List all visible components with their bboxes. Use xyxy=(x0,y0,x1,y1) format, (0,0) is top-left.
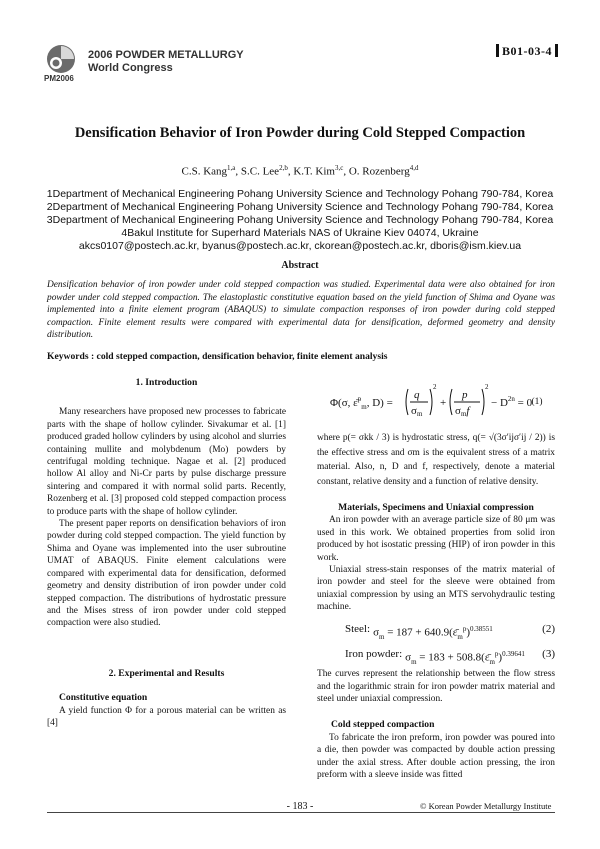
emails: akcs0107@postech.ac.kr, byanus@postech.ac.kr, ckorean@postech.ac.kr, dboris@ism.kiev.ua xyxy=(78,240,522,252)
materials-paragraph-3: The curves represent the relationship between the flow stress and the logarithmic strain for iron powder matrix material and steel under uniaxial compression. xyxy=(317,669,555,704)
constitutive-paragraph: A yield function Φ for a porous material can be written as [4] xyxy=(47,705,286,728)
pm2006-logo-icon xyxy=(46,44,76,74)
yield-function-equation xyxy=(330,379,530,425)
equation-1 xyxy=(317,378,555,426)
svg-text:− D2n = 0: − $D^{2n} = 0$ xyxy=(490,395,532,409)
equation-1-number: (1) xyxy=(531,396,543,407)
svg-text:σmf: σmf xyxy=(454,405,469,418)
equation-1-explanation: where p(= σkk / 3) is hydrostatic stress, q(= √(3σ′ijσ′ij / 2)) is the effective stress and σm is the equivalent stress of a matrix material. Also, n, D and f, respectively, denote a material constant, relative density and a function of relative density. xyxy=(317,433,555,487)
svg-text:σm: σm xyxy=(410,405,422,418)
abstract-text: Densification behavior of iron powder under cold stepped compaction was studied. Experimental data were also obtained for iron powder under cold stepped compaction. The elastoplastic constitutive equation based on the yield function of Shima and Oyane was implemented into a finite element program (ABAQUS) to simulate compaction responses of iron powder during cold stepped compaction. Finite element results were compared with experimental data for densification, deformed geometry and density distribution. xyxy=(47,280,555,341)
equation-3: Iron powder: $\sigma_m = 183$ + $508.8(\varepsilon̄_m^p)^{0.39641}$ (3) xyxy=(345,647,555,666)
paper-code: B01-03-4 xyxy=(493,44,561,59)
keywords: Keywords : cold stepped compaction, densification behavior, finite element analysis xyxy=(47,351,388,362)
materials-paragraph-2: Uniaxial stress-stain responses of the matrix material of iron powder and steel for the sleeve were obtained from uniaxial compression by using an MTS servohydraulic testing machine. xyxy=(317,565,555,613)
affiliation-3: 3Department of Mechanical Engineering Pohang University Science and Technology Pohang 790-784, Korea xyxy=(46,214,554,226)
svg-text:p: p xyxy=(461,389,468,401)
authors: C.S. Kang$^{1,a}$, S.C. Lee$^{2,b}$, K.T. Kim$^{3,c}$, O. Rozenberg$^{4,d}$ xyxy=(181,164,419,178)
copyright: © Korean Powder Metallurgy Institute xyxy=(420,801,552,811)
affiliations xyxy=(0,188,600,253)
section-heading-experimental: 2. Experimental and Results xyxy=(108,667,225,679)
svg-text:2: 2 xyxy=(484,383,489,391)
svg-text:+: + xyxy=(439,397,446,409)
section-heading-introduction: 1. Introduction xyxy=(135,377,198,388)
affiliation-4: 4Bakul Institute for Superhard Materials NAS of Ukraine Kiev 04074, Ukraine xyxy=(121,227,479,239)
subheading-constitutive: Constitutive equation xyxy=(59,692,148,704)
intro-paragraph-2: The present paper reports on densification behaviors of iron powder during cold stepped compaction. The yield function by Shima and Oyane was implemented into the user subroutine UMAT of ABAQUS. Finite element calculations were compared with experimental data for densification, deformed geometry and density distribution of iron powder under cold stepped compaction. The distributions of hydrostatic pressure and the Mises stress of iron powder under cold stepped compaction were also studied. xyxy=(47,519,286,629)
materials-paragraph-1: An iron powder with an average particle size of 80 μm was used in this work. We obtained properties from solid iron produced by hot isostatic pressing (HIP) of iron powder in this work. xyxy=(317,515,555,563)
affiliation-2: 2Department of Mechanical Engineering Pohang University Science and Technology Pohang 790-784, Korea xyxy=(46,201,554,213)
right-column xyxy=(317,378,555,781)
subheading-cold-stepped: Cold stepped compaction xyxy=(331,719,435,731)
abstract-heading: Abstract xyxy=(281,260,319,271)
cold-stepped-paragraph: To fabricate the iron preform, iron powder was poured into a die, then powder was compacted by double action pressing under the axial stress. After double action pressing, the iron preform with a sleeve inside was fitted xyxy=(317,732,555,780)
left-column xyxy=(47,377,286,729)
affiliation-1: 1Department of Mechanical Engineering Pohang University Science and Technology Pohang 790-784, Korea xyxy=(46,188,554,200)
svg-text:Φ(σ, ε̄pm, D) =: Φ(σ, ε̄$^p_m$, D) = xyxy=(329,395,393,411)
equation-2: Steel: $\sigma_m = 187$ + $640.9(\varepsilon̄_m^p)^{0.38551}$ (2) xyxy=(345,622,555,641)
subheading-materials: Materials, Specimens and Uniaxial compression xyxy=(338,502,534,513)
logo-text: PM2006 xyxy=(44,74,74,83)
intro-paragraph-1: Many researchers have proposed new processes to fabricate parts with the shape of hollow cylinder. Sivakumar et al. [1] produced graded hollow cylinders by using alcohol and slurries containing mullite and molybdenum (Mo) powders by centrifugal molding technique. Nagae et al. [2] produced hollow Al alloy and Ni-Cr parts by pulse discharge pressure sintering and compared it with normal solid parts. Recently, Rozenberg et al. [3] proposed cold stepped compaction process to produce parts with the shape of hollow cylinder. xyxy=(47,407,286,517)
svg-text:q: q xyxy=(413,389,420,401)
paper-title: Densification Behavior of Iron Powder during Cold Stepped Compaction xyxy=(74,125,526,141)
svg-text:2: 2 xyxy=(432,383,437,391)
conference-title: 2006 POWDER METALLURGY World Congress xyxy=(88,49,244,74)
footer-rule xyxy=(47,812,555,813)
page-number: - 183 - xyxy=(286,801,314,812)
